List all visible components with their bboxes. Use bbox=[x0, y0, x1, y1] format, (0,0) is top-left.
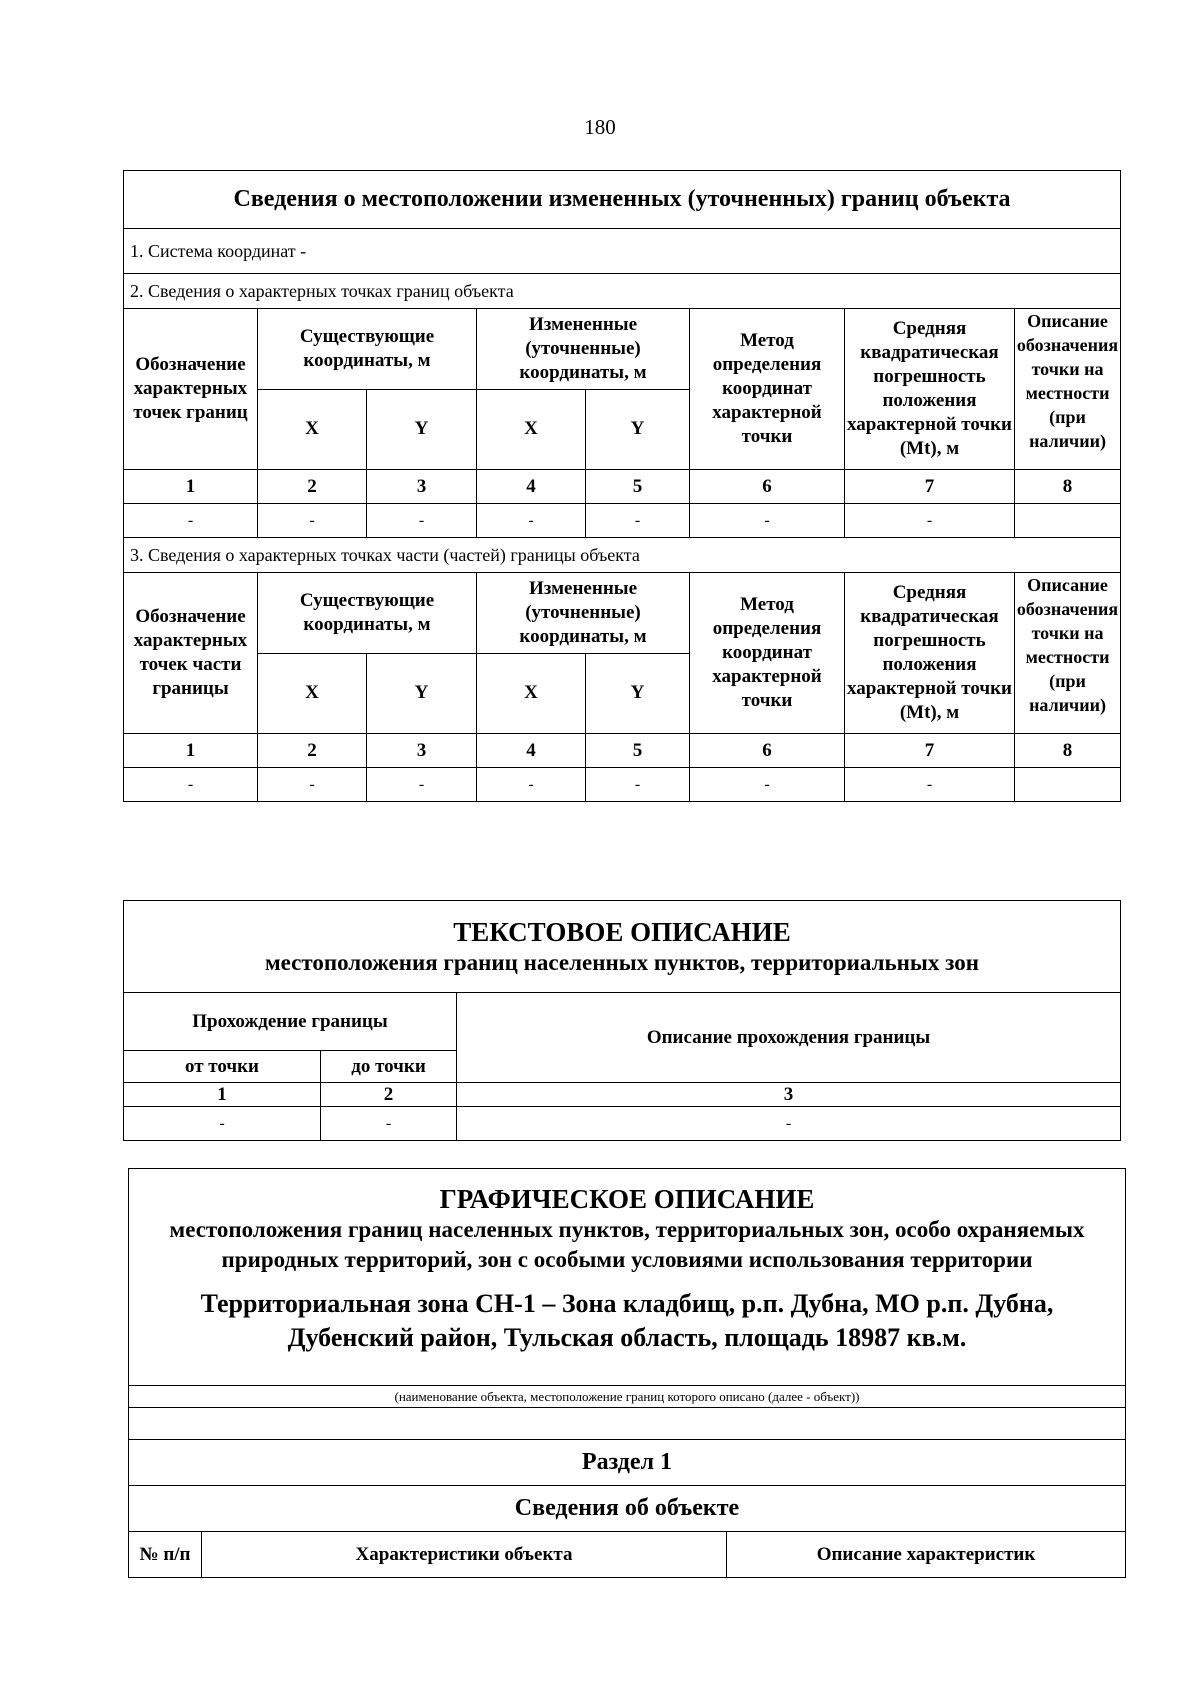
col-number: 2 bbox=[258, 734, 367, 768]
col-number: 3 bbox=[457, 1083, 1121, 1107]
table-cell: - bbox=[477, 504, 586, 538]
table-cell: - bbox=[124, 504, 258, 538]
graphic-description-table bbox=[128, 1168, 1126, 1578]
table-cell: - bbox=[367, 768, 477, 802]
x-changed-header: X bbox=[477, 653, 586, 734]
col-part-point-designation: Обозначение характерных точек части границы bbox=[124, 573, 258, 734]
y-changed-header: Y bbox=[586, 653, 690, 734]
col-number: 6 bbox=[690, 470, 845, 504]
col-number: 7 bbox=[845, 470, 1015, 504]
empty-row bbox=[129, 1408, 1126, 1440]
y-existing-header: Y bbox=[367, 653, 477, 734]
page-number: 180 bbox=[584, 115, 616, 139]
col-number: 3 bbox=[367, 734, 477, 768]
x-existing-header: X bbox=[258, 389, 367, 470]
col-error: Средняя квадратическая погрешность положения характерной точки (Mt), м bbox=[845, 309, 1015, 470]
graphic-description-title: ГРАФИЧЕСКОЕ ОПИСАНИЕ bbox=[439, 1184, 815, 1214]
table-cell: - bbox=[586, 504, 690, 538]
table-cell bbox=[1015, 768, 1121, 802]
col-existing-coordinates: Существующие координаты, м bbox=[258, 573, 477, 654]
col-point-designation: Обозначение характерных точек границ bbox=[124, 309, 258, 470]
section2-label: 2. Сведения о характерных точках границ объекта bbox=[124, 274, 1121, 309]
section-heading: Раздел 1 bbox=[129, 1440, 1126, 1486]
col-number: 5 bbox=[586, 734, 690, 768]
table-cell: - bbox=[586, 768, 690, 802]
text-description-subtitle: местоположения границ населенных пунктов, территориальных зон bbox=[265, 949, 979, 975]
col-number: 8 bbox=[1015, 470, 1121, 504]
col-number: 2 bbox=[258, 470, 367, 504]
col-number: 3 bbox=[367, 470, 477, 504]
col-number: 1 bbox=[124, 1083, 321, 1107]
col-number-header: № п/п bbox=[129, 1532, 202, 1578]
col-number: 1 bbox=[124, 470, 258, 504]
col-changed-coordinates: Измененные (уточненные) координаты, м bbox=[477, 309, 690, 390]
col-characteristics: Характеристики объекта bbox=[202, 1532, 727, 1578]
col-description: Описание обозначения точки на местности (при наличии) bbox=[1016, 311, 1119, 451]
col-from-point: от точки bbox=[124, 1051, 321, 1083]
table-cell: - bbox=[457, 1107, 1121, 1141]
table-cell: - bbox=[477, 768, 586, 802]
table-cell: - bbox=[690, 768, 845, 802]
graphic-description-subtitle: местоположения границ населенных пунктов, территориальных зон, особо охраняемых природных территорий, зон с особыми условиями использования территории bbox=[169, 1217, 1085, 1272]
col-method: Метод определения координат характерной точки bbox=[690, 573, 845, 734]
x-changed-header: X bbox=[477, 389, 586, 470]
section3-label: 3. Сведения о характерных точках части (частей) границы объекта bbox=[124, 538, 1121, 573]
col-characteristics-description: Описание характеристик bbox=[727, 1532, 1126, 1578]
col-method: Метод определения координат характерной точки bbox=[690, 309, 845, 470]
y-changed-header: Y bbox=[586, 389, 690, 470]
col-number: 4 bbox=[477, 734, 586, 768]
col-number: 4 bbox=[477, 470, 586, 504]
col-error: Средняя квадратическая погрешность положения характерной точки (Mt), м bbox=[845, 573, 1015, 734]
col-boundary-passage: Прохождение границы bbox=[124, 993, 457, 1051]
table-cell: - bbox=[845, 504, 1015, 538]
y-existing-header: Y bbox=[367, 389, 477, 470]
col-description: Описание обозначения точки на местности (при наличии) bbox=[1016, 575, 1119, 715]
table-cell: - bbox=[258, 504, 367, 538]
table-cell: - bbox=[124, 768, 258, 802]
col-number: 8 bbox=[1015, 734, 1121, 768]
text-description-title: ТЕКСТОВОЕ ОПИСАНИЕ bbox=[453, 916, 791, 947]
table-cell: - bbox=[258, 768, 367, 802]
x-existing-header: X bbox=[258, 653, 367, 734]
section-title: Сведения об объекте bbox=[129, 1486, 1126, 1532]
boundary-info-table bbox=[123, 170, 1121, 802]
col-existing-coordinates: Существующие координаты, м bbox=[258, 309, 477, 390]
col-number: 6 bbox=[690, 734, 845, 768]
table-cell: - bbox=[690, 504, 845, 538]
table-cell: - bbox=[367, 504, 477, 538]
table-cell: - bbox=[124, 1107, 321, 1141]
table-cell: - bbox=[321, 1107, 457, 1141]
object-name-caption: (наименование объекта, местоположение границ которого описано (далее - объект)) bbox=[129, 1386, 1126, 1408]
col-number: 7 bbox=[845, 734, 1015, 768]
boundary-info-title: Сведения о местоположении измененных (уточненных) границ объекта bbox=[124, 171, 1121, 229]
table-cell: - bbox=[845, 768, 1015, 802]
col-to-point: до точки bbox=[321, 1051, 457, 1083]
col-number: 2 bbox=[321, 1083, 457, 1107]
col-number: 1 bbox=[124, 734, 258, 768]
coordinate-system-row: 1. Система координат - bbox=[124, 229, 1121, 274]
col-number: 5 bbox=[586, 470, 690, 504]
col-changed-coordinates: Измененные (уточненные) координаты, м bbox=[477, 573, 690, 654]
object-name: Территориальная зона СН-1 – Зона кладбищ, р.п. Дубна, МО р.п. Дубна, Дубенский район, Тульская область, площадь 18987 кв.м. bbox=[200, 1289, 1054, 1352]
col-passage-description: Описание прохождения границы bbox=[457, 993, 1121, 1083]
table-cell bbox=[1015, 504, 1121, 538]
text-description-table bbox=[123, 900, 1121, 1141]
